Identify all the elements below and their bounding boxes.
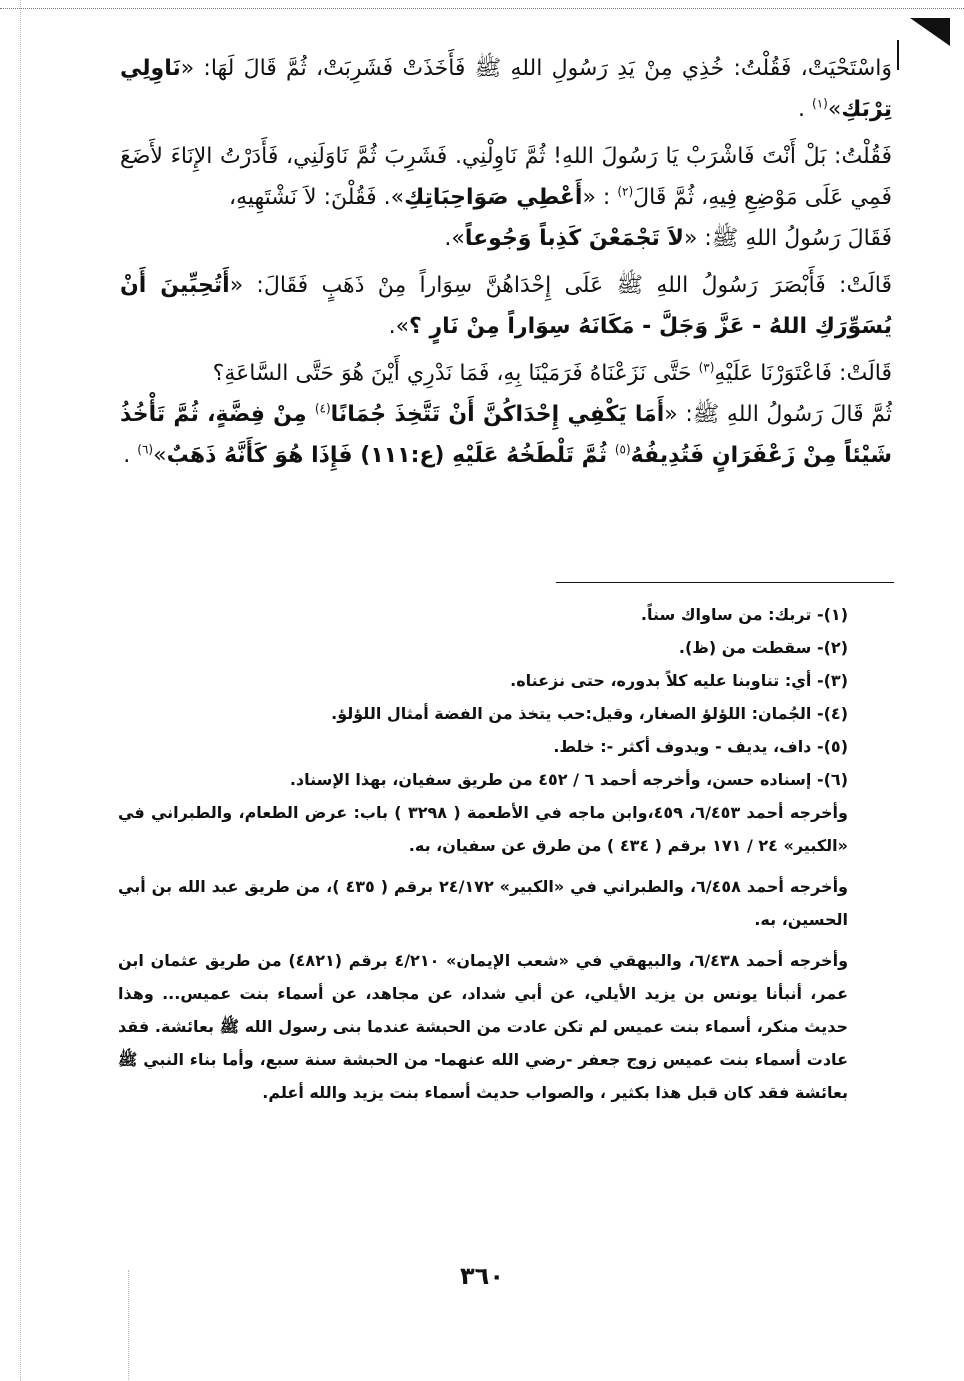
paragraph-text: فَقَالَ رَسُولُ اللهِ ﷺ: «: [683, 226, 892, 251]
footnotes-section: [118, 598, 848, 1109]
footnote-reference: (٥): [614, 442, 631, 457]
paragraph-text: قَالَتْ: فَاعْتَوَرْنَا عَلَيْهِ: [714, 361, 892, 386]
footnote-6-continued-3: وأخرجه أحمد ٦/٤٣٨، والبيهقي في «شعب الإيمان» ٤/٢١٠ برقم (٤٨٢١) من طريق عثمان ابن عمر، أنبأنا يونس بن يزيد الأيلي، عن أبي شداد، عن مجاهد، عن أسماء بنت عميس... وهذا حديث منكر، أسماء بنت عميس لم تكن عادت من الحبشة عندما بنى رسول الله ﷺ بعائشة. فقد عادت أسماء بنت عميس زوج جعفر -رضي الله عنهما- من الحبشة سنة سبع، وأما بناء النبي ﷺ بعائشة فقد كان قبل هذا بكثير ، والصواب حديث أسماء بنت يزيد والله أعلم.: [118, 951, 849, 1102]
footnote-separator-line: [556, 582, 894, 583]
corner-triangle-mark: [910, 18, 950, 46]
footnote-5: (٥)- داف، يديف - ويدوف أكثر -: خلط.: [553, 737, 848, 756]
paragraph-text: ».: [388, 314, 410, 339]
hadith-quote: أَتُحِبِّينَ أَنْ يُسَوِّرَكِ اللهُ - عَزَّ وَجَلَّ - مَكَانَهُ سِوَاراً مِنْ نَارٍ ؟: [120, 273, 892, 339]
hadith-quote: لاَ تَجْمَعْنَ كَذِباً وَجُوعاً: [464, 226, 684, 251]
footnote-4: (٤)- الجُمان: اللؤلؤ الصغار، وقيل:حب يتخذ من الفضة أمثال اللؤلؤ.: [331, 704, 848, 723]
footnote-6-continued-2: وأخرجه أحمد ٦/٤٥٨، والطبراني في «الكبير» ٢٤/١٧٢ برقم ( ٤٣٥ )، من طريق عبد الله بن أبي الحسين، به.: [118, 877, 849, 929]
top-border-line: [0, 8, 964, 9]
paragraph-text: حَتَّى نَزَعْنَاهُ فَرَمَيْنَا بِهِ، فَمَا نَدْرِي أَيْنَ هُوَ حَتَّى السَّاعَةِ؟: [212, 361, 699, 386]
footnote-reference: (٤): [314, 401, 331, 416]
paragraph-text: ».: [444, 226, 465, 251]
main-paragraph-3: [120, 265, 892, 347]
hadith-quote: نَاوِلِي تِرْبَكِ: [120, 56, 892, 122]
scan-dotted-line-left: [20, 0, 21, 1381]
footnote-6-continued-1: وأخرجه أحمد ٦/٤٥٣، ٤٥٩،وابن ماجه في الأطعمة ( ٣٢٩٨ ) باب: عرض الطعام، والطبراني في «الكبير» ٢٤ / ١٧١ برقم ( ٤٣٤ ) من طرق عن سفيان، به.: [118, 803, 848, 855]
footnote-3: (٣)- أي: تناوبنا عليه كلاً بدوره، حتى نزعناه.: [510, 671, 848, 690]
main-text-body: [120, 48, 892, 482]
paragraph-text: .: [798, 97, 812, 122]
main-paragraph-2: [120, 136, 892, 259]
hadith-quote: أَعْطِي صَوَاحِبَاتِكِ: [404, 185, 583, 210]
margin-bar-mark: [897, 40, 899, 70]
main-paragraph-4: [120, 353, 892, 476]
hadith-quote: أَمَا يَكْفِي إِحْدَاكُنَّ أَنْ تَتَّخِذَ جُمَانًا: [330, 402, 665, 427]
footnote-reference: (٢): [617, 184, 634, 199]
footnote-reference: (٣): [698, 360, 715, 375]
paragraph-text: وَاسْتَحْيَتْ، فَقُلْتُ: خُذِي مِنْ يَدِ رَسُولِ اللهِ ﷺ فَأَخَذَتْ فَشَرِبَتْ، ثُمَّ قَالَ لَهَا: «: [180, 56, 892, 81]
paragraph-text: فَقُلْتُ: بَلْ أَنْتَ فَاشْرَبْ يَا رَسُولَ اللهِ! ثُمَّ نَاوِلْنِي. فَشَرِبَ ثُمَّ نَاوَلَنِي، فَأَدَرْتُ الإِنَاءَ لأَضَعَ فَمِي عَلَى مَوْضِعِ فِيهِ، ثُمَّ قَالَ: [120, 144, 892, 210]
paragraph-text: .: [123, 443, 138, 468]
footnote-reference: (١): [812, 96, 828, 111]
paragraph-text: : «: [582, 185, 618, 210]
paragraph-text: ». فَقُلْنَ: لاَ نَشْتَهِيهِ،: [228, 185, 405, 210]
paragraph-text: »: [153, 443, 167, 468]
footnote-reference: (٦): [137, 442, 154, 457]
hadith-quote: ثُمَّ تَلْطَخُهُ عَلَيْهِ (ع:١١١) فَإِذَا هُوَ كَأَنَّهُ ذَهَبٌ: [166, 443, 615, 468]
paragraph-text: ثُمَّ قَالَ رَسُولُ اللهِ ﷺ: «: [664, 402, 892, 427]
paragraph-text: »: [827, 97, 842, 122]
footnote-6: (٦)- إسناده حسن، وأخرجه أحمد ٦ / ٤٥٢ من طريق سفيان، بهذا الإسناد.: [289, 770, 848, 789]
paragraph-text: قَالَتْ: فَأَبْصَرَ رَسُولُ اللهِ ﷺ عَلَى إِحْدَاهُنَّ سِوَاراً مِنْ ذَهَبٍ فَقَالَ: «: [229, 273, 892, 298]
hadith-quote: مِنْ فِضَّةٍ، ثُمَّ تَأْخُذُ شَيْئاً مِنْ زَعْفَرَانٍ فَتُدِيفُهُ: [120, 402, 892, 468]
footnote-2: (٢)- سقطت من (ظ).: [678, 638, 848, 657]
page-number: ٣٦٠: [460, 1262, 504, 1290]
main-paragraph-1: [120, 48, 892, 130]
footnote-1: (١)- تربك: من ساواك سناً.: [640, 605, 848, 624]
